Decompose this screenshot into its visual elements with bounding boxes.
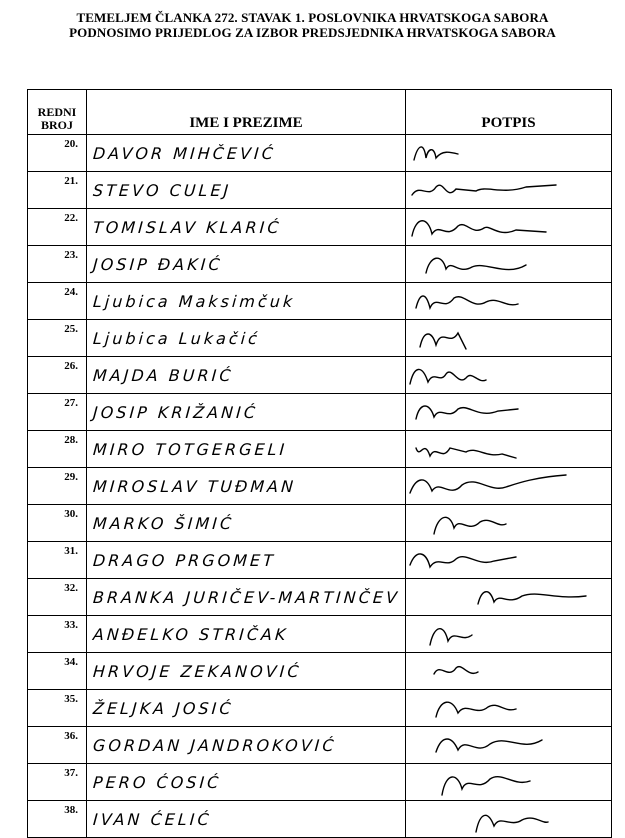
row-number: 25. <box>28 320 87 357</box>
handwritten-signature <box>406 804 611 834</box>
member-name-cell <box>87 431 406 468</box>
member-name-cell <box>87 246 406 283</box>
column-header-name: IME I PREZIME <box>87 90 406 135</box>
member-name-cell <box>87 357 406 394</box>
signature-cell <box>406 320 612 357</box>
signature-cell <box>406 505 612 542</box>
handwritten-signature <box>406 693 611 723</box>
signature-stroke <box>416 448 516 458</box>
row-number: 35. <box>28 690 87 727</box>
handwritten-signature <box>406 619 611 649</box>
member-name: ANĐELKO STRIČAK <box>92 624 290 644</box>
table-row <box>28 542 612 579</box>
member-name-cell <box>87 801 406 838</box>
member-name: MARKO ŠIMIĆ <box>92 513 235 533</box>
signature-stroke <box>434 667 478 674</box>
member-name: Ljubica Lukačić <box>92 328 261 348</box>
member-name: MAJDA BURIĆ <box>92 365 235 385</box>
table-row <box>28 801 612 838</box>
signature-stroke <box>414 147 458 160</box>
handwritten-signature <box>406 360 611 390</box>
signature-stroke <box>478 592 586 604</box>
handwritten-signature <box>406 397 611 427</box>
document-heading-line2: PODNOSIMO PRIJEDLOG ZA IZBOR PREDSJEDNIKA HRVATSKOGA SABORA <box>69 25 556 40</box>
member-name: MIROSLAV TUĐMAN <box>92 476 297 496</box>
member-name-cell <box>87 394 406 431</box>
column-header-number-line1: REDNI <box>37 105 77 119</box>
member-name: GORDAN JANDROKOVIĆ <box>92 735 338 755</box>
signature-cell <box>406 246 612 283</box>
handwritten-signature <box>406 471 611 501</box>
signature-cell <box>406 357 612 394</box>
row-number: 27. <box>28 394 87 431</box>
table-row <box>28 246 612 283</box>
table-row <box>28 172 612 209</box>
member-name-cell <box>87 209 406 246</box>
row-number: 38. <box>28 801 87 838</box>
column-header-signature: POTPIS <box>406 90 612 135</box>
member-name-cell <box>87 283 406 320</box>
row-number: 20. <box>28 135 87 172</box>
member-name-cell <box>87 690 406 727</box>
row-number: 22. <box>28 209 87 246</box>
member-name-cell <box>87 320 406 357</box>
member-name: IVAN ĆELIĆ <box>92 809 213 829</box>
handwritten-signature <box>406 508 611 538</box>
handwritten-signature <box>406 730 611 760</box>
signature-cell <box>406 209 612 246</box>
signature-cell <box>406 616 612 653</box>
member-name: MIRO TOTGERGELI <box>92 439 288 459</box>
handwritten-signature <box>406 323 611 353</box>
member-name: TOMISLAV KLARIĆ <box>92 217 283 237</box>
signature-stroke <box>434 517 506 534</box>
signature-stroke <box>442 777 530 795</box>
member-name-cell <box>87 653 406 690</box>
signature-stroke <box>410 554 516 567</box>
signature-table <box>27 89 612 838</box>
signature-stroke <box>436 702 516 717</box>
member-name: PERO ĆOSIĆ <box>92 772 223 792</box>
table-row <box>28 690 612 727</box>
signature-cell <box>406 579 612 616</box>
table-row <box>28 135 612 172</box>
signature-stroke <box>416 406 518 419</box>
signature-cell <box>406 542 612 579</box>
column-header-number-line2: BROJ <box>40 118 73 132</box>
signature-stroke <box>436 739 542 752</box>
handwritten-signature <box>406 175 611 205</box>
table-row <box>28 764 612 801</box>
signature-stroke <box>416 296 518 308</box>
row-number: 30. <box>28 505 87 542</box>
table-row <box>28 505 612 542</box>
row-number: 31. <box>28 542 87 579</box>
handwritten-signature <box>406 545 611 575</box>
signature-stroke <box>420 333 466 349</box>
member-name-cell <box>87 505 406 542</box>
table-row <box>28 616 612 653</box>
row-number: 33. <box>28 616 87 653</box>
handwritten-signature <box>406 212 611 242</box>
member-name: HRVOJE ZEKANOVIĆ <box>92 661 303 681</box>
row-number: 24. <box>28 283 87 320</box>
handwritten-signature <box>406 767 611 797</box>
document-heading-line1: TEMELJEM ČLANKA 272. STAVAK 1. POSLOVNIKA HRVATSKOGA SABORA <box>76 10 549 25</box>
member-name: BRANKA JURIČEV-MARTINČEV <box>92 587 401 607</box>
row-number: 29. <box>28 468 87 505</box>
table-row <box>28 653 612 690</box>
handwritten-signature <box>406 434 611 464</box>
row-number: 36. <box>28 727 87 764</box>
member-name: JOSIP ĐAKIĆ <box>92 254 224 274</box>
member-name-cell <box>87 616 406 653</box>
member-name-cell <box>87 135 406 172</box>
signature-cell <box>406 283 612 320</box>
handwritten-signature <box>406 656 611 686</box>
member-name-cell <box>87 172 406 209</box>
signature-stroke <box>412 185 556 195</box>
signature-stroke <box>430 629 472 645</box>
signature-cell <box>406 764 612 801</box>
member-name: JOSIP KRIŽANIĆ <box>92 402 259 422</box>
handwritten-signature <box>406 582 611 612</box>
table-row <box>28 579 612 616</box>
signature-cell <box>406 690 612 727</box>
signature-cell <box>406 468 612 505</box>
row-number: 21. <box>28 172 87 209</box>
member-name: DRAGO PRGOMET <box>92 550 277 570</box>
table-row <box>28 357 612 394</box>
signature-stroke <box>426 258 526 273</box>
signature-cell <box>406 653 612 690</box>
member-name-cell <box>87 542 406 579</box>
table-row <box>28 431 612 468</box>
signature-stroke <box>410 369 486 384</box>
column-header-number <box>28 90 87 135</box>
signature-stroke <box>476 815 548 832</box>
signature-cell <box>406 801 612 838</box>
signature-stroke <box>410 475 566 493</box>
row-number: 23. <box>28 246 87 283</box>
member-name-cell <box>87 727 406 764</box>
signature-cell <box>406 727 612 764</box>
table-row <box>28 283 612 320</box>
row-number: 34. <box>28 653 87 690</box>
table-row <box>28 394 612 431</box>
member-name-cell <box>87 468 406 505</box>
row-number: 26. <box>28 357 87 394</box>
handwritten-signature <box>406 138 611 168</box>
signature-cell <box>406 172 612 209</box>
signature-cell <box>406 135 612 172</box>
row-number: 28. <box>28 431 87 468</box>
table-row <box>28 320 612 357</box>
handwritten-signature <box>406 249 611 279</box>
member-name-cell <box>87 579 406 616</box>
table-row <box>28 727 612 764</box>
member-name: ŽELJKA JOSIĆ <box>92 698 235 718</box>
member-name-cell <box>87 764 406 801</box>
row-number: 32. <box>28 579 87 616</box>
member-name: Ljubica Maksimčuk <box>92 291 296 311</box>
table-row <box>28 468 612 505</box>
row-number: 37. <box>28 764 87 801</box>
member-name: DAVOR MIHČEVIĆ <box>92 143 277 163</box>
signature-cell <box>406 394 612 431</box>
signature-cell <box>406 431 612 468</box>
handwritten-signature <box>406 286 611 316</box>
table-row <box>28 209 612 246</box>
signature-stroke <box>412 221 546 236</box>
member-name: STEVO CULEJ <box>92 180 232 200</box>
